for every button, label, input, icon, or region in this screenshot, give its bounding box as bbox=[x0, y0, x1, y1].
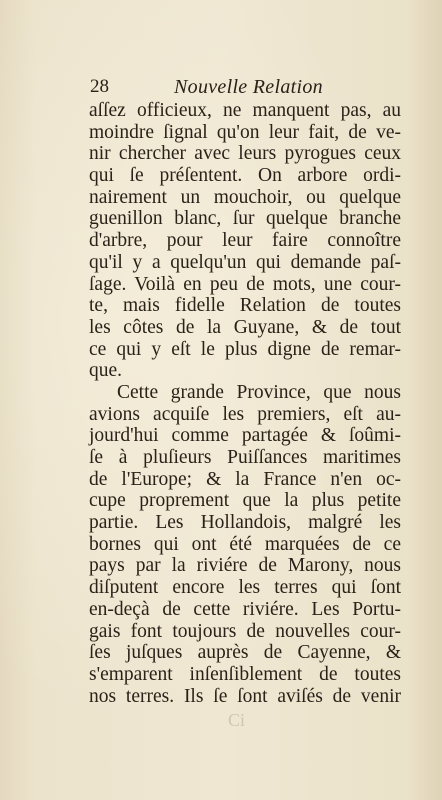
text-line: partie. Les Hollandois, malgré les bbox=[89, 512, 401, 534]
text-line: aſſez officieux, ne manquent pas, au bbox=[89, 100, 401, 121]
text-line: ſage. Voilà en peu de mots, une cour- bbox=[89, 273, 401, 295]
text-line: les côtes de la Guyane, & de tout bbox=[89, 316, 401, 338]
text-line: nos terres. Ils ſe ſont aviſés de venir bbox=[89, 685, 401, 707]
text-line: cupe proprement que la plus petite bbox=[89, 490, 401, 512]
page-number: 28 bbox=[90, 76, 109, 97]
paragraph-start-line: Cette grande Province, que nous bbox=[117, 381, 401, 403]
text-line: que. bbox=[89, 360, 123, 382]
text-line: moindre ſignal qu'on leur fait, de ve- bbox=[89, 121, 401, 143]
text-line: pays par la riviére de Marony, nous bbox=[89, 555, 401, 577]
text-line: de l'Europe; & la France n'en oc- bbox=[89, 468, 401, 490]
text-line: gais font toujours de nouvelles cour- bbox=[89, 620, 401, 642]
text-line: s'emparent inſenſiblement de toutes bbox=[89, 663, 401, 685]
text-line: jourd'hui comme partagée & ſoûmi- bbox=[89, 425, 401, 447]
text-line: en-deçà de cette riviére. Les Portu- bbox=[89, 598, 401, 620]
text-line: nir chercher avec leurs pyrogues ceux bbox=[89, 143, 401, 165]
text-line: avions acquiſe les premiers, eſt au- bbox=[89, 403, 401, 425]
bleed-through-mark: Ci bbox=[228, 710, 246, 730]
text-line: nairement un mouchoir, ou quelque bbox=[89, 186, 401, 208]
text-line: ſes juſques auprès de Cayenne, & bbox=[89, 642, 401, 664]
text-line: diſputent encore les terres qui ſont bbox=[89, 577, 401, 599]
running-title: Nouvelle Relation bbox=[174, 76, 323, 98]
running-header bbox=[90, 76, 400, 102]
body-text bbox=[89, 100, 401, 707]
text-line: ſe à pluſieurs Puiſſances maritimes bbox=[89, 447, 401, 468]
text-line: te, mais fidelle Relation de toutes bbox=[89, 295, 401, 317]
text-line: qui ſe préſentent. On arbore ordi- bbox=[89, 165, 401, 187]
text-line: ce qui y eſt le plus digne de remar- bbox=[89, 338, 401, 360]
text-line: bornes qui ont été marquées de ce bbox=[89, 533, 401, 555]
text-line: guenillon blanc, ſur quelque branche bbox=[89, 208, 401, 230]
text-line: d'arbre, pour leur faire connoître bbox=[89, 230, 401, 252]
text-line: qu'il y a quelqu'un qui demande paſ- bbox=[89, 251, 401, 273]
